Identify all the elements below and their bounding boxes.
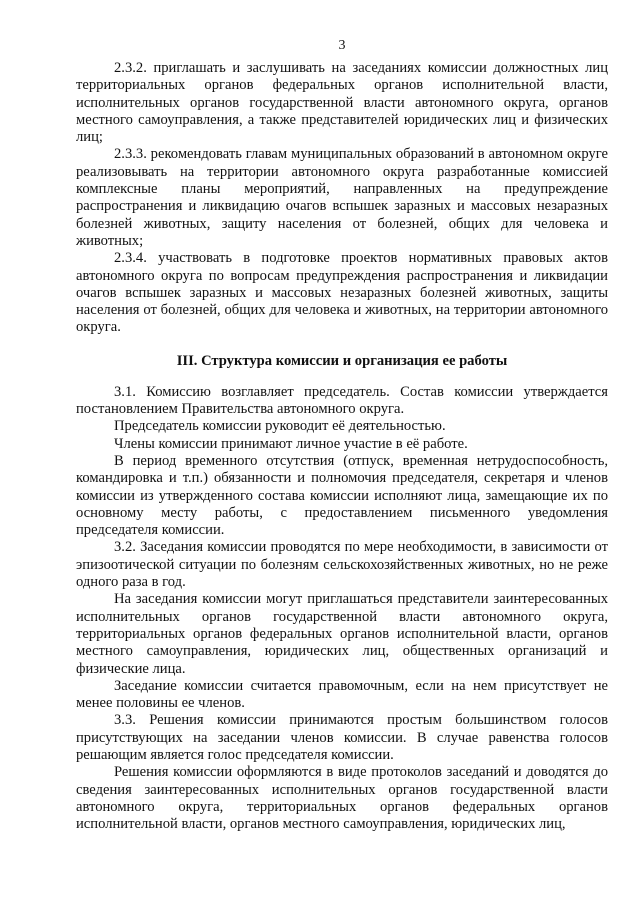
paragraph-3-3: 3.3. Решения комиссии принимаются простым большинством голосов присутствующих на заседании членов комиссии. В случае равенства голосов решающим является голос председателя комиссии. [76, 712, 608, 763]
paragraph-decisions: Решения комиссии оформляются в виде протоколов заседаний и доводятся до сведения заинтересованных исполнительных органов государственной власти автономного округа, территориальных органов федеральных органов исполнительной власти, органов местного самоуправления, юридических лиц, [76, 764, 608, 833]
section-title: III. Структура комиссии и организация ее работы [176, 352, 508, 369]
paragraph-absence: В период временного отсутствия (отпуск, временная нетрудоспособность, командировка и т.п.) обязанности и полномочия председателя, секретаря и членов комиссии из утвержденного состава комиссии исполняют лица, замещающие их по основному месту работы, с предоставлением письменного уведомления председателя комиссии. [76, 452, 608, 539]
paragraph-2-3-2: 2.3.2. приглашать и заслушивать на заседаниях комиссии должностных лиц территориальных органов федеральных органов исполнительной власти, исполнительных органов государственной власти автономного округа, органов местного самоуправления, а также представителей юридических лиц и физических лиц; [76, 60, 608, 146]
page-number: 3 [338, 38, 346, 53]
paragraph-quorum: Заседание комиссии считается правомочным, если на нем присутствует не менее половины ее членов. [76, 677, 608, 712]
paragraph-3-2: 3.2. Заседания комиссии проводятся по мере необходимости, в зависимости от эпизоотической ситуации по болезням сельскохозяйственных животных, но не реже одного раза в год. [76, 539, 608, 591]
paragraph-2-3-3: 2.3.3. рекомендовать главам муниципальных образований в автономном округе реализовывать на территории автономного округа разработанные комиссией комплексные планы мероприятий, направленных на предупреждение распространения и ликвидацию очагов вспышек заразных и массовых незаразных болезней животных, защиту населения от болезней, общих для человека и животных; [76, 146, 608, 249]
paragraph-2-3-4: 2.3.4. участвовать в подготовке проектов нормативных правовых актов автономного округа по вопросам предупреждения распространения и ликвидации очагов вспышек заразных и массовых незаразных болезней животных, защиты населения от болезней, общих для человека и животных, на территории автономного округа. [76, 250, 608, 336]
paragraph-3-1: 3.1. Комиссию возглавляет председатель. Состав комиссии утверждается постановлением Правительства автономного округа. [76, 383, 608, 418]
paragraph-invitees: На заседания комиссии могут приглашаться представители заинтересованных исполнительных органов государственной власти автономного округа, территориальных органов федеральных органов исполнительной власти, органов местного самоуправления, юридических лиц, общественных организаций и физические лица. [76, 591, 608, 677]
paragraph-chairman: Председатель комиссии руководит её деятельностью. [114, 418, 446, 435]
paragraph-members: Члены комиссии принимают личное участие в её работе. [114, 435, 468, 452]
